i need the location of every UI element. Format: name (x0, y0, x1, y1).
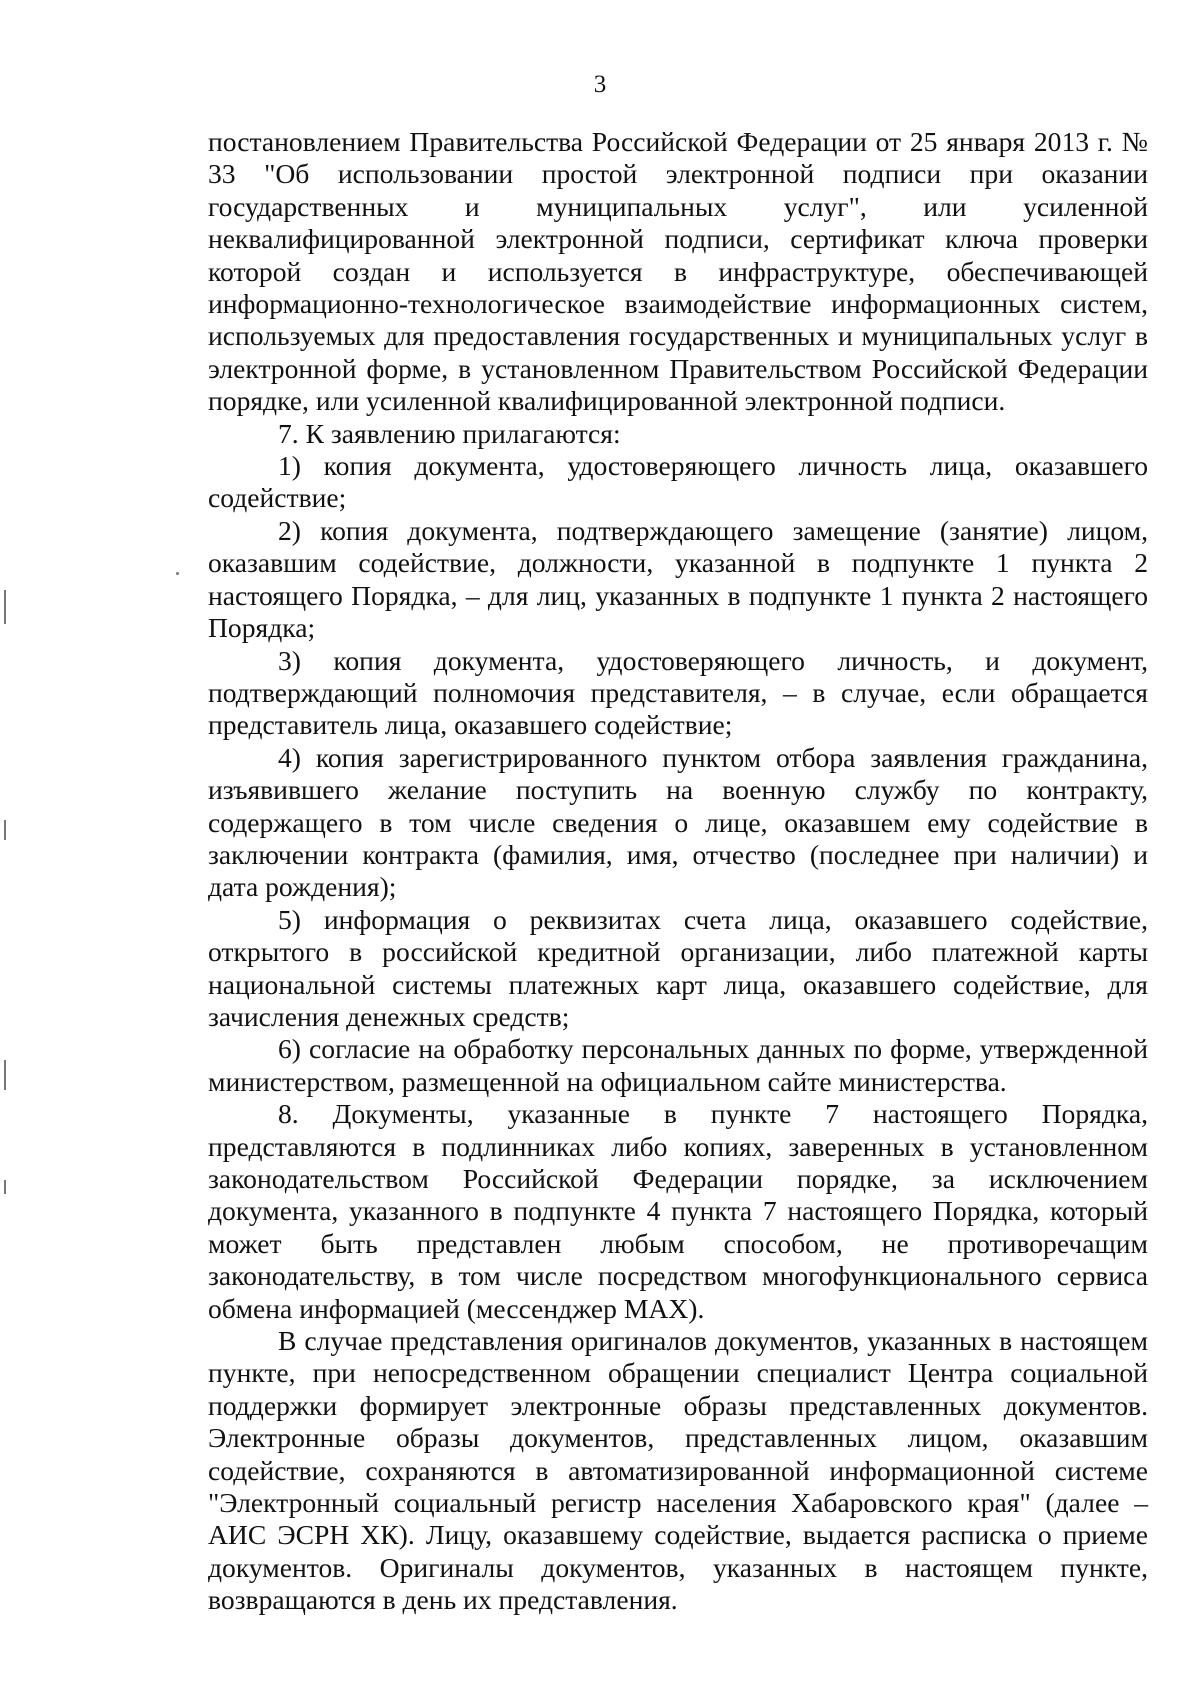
paragraph-subitem-5: 5) информация о реквизитах счета лица, оказавшего содействие, открытого в российской кредитной организации, либо платежной карты национальной системы платежных карт лица, оказавшего содействие, для зачисления денежных средств; (208, 903, 1148, 1032)
paragraph-item-7: 7. К заявлению прилагаются: (278, 417, 621, 449)
scan-artifact (4, 1060, 6, 1090)
paragraph-subitem-4: 4) копия зарегистрированного пунктом отбора заявления гражданина, изъявившего желание поступить на военную службу по контракту, содержащего в том числе сведения о лице, оказавшем ему содействие в заключении контракта (фамилия, имя, отчество (последнее при наличии) и дата рождения); (208, 741, 1148, 903)
paragraph-continuation: постановлением Правительства Российской Федерации от 25 января 2013 г. № 33 "Об использовании простой электронной подписи при оказании государственных и муниципальных услуг", или усиленной неквалифицированной электронной подписи, сертификат ключа проверки которой создан и используется в инфраструктуре, обеспечивающей информационно-технологическое взаимодействие информационных систем, используемых для предоставления государственных и муниципальных услуг в электронной форме, в установленном Правительством Российской Федерации порядке, или усиленной квалифицированной электронной подписи. (208, 126, 1148, 417)
scan-artifact (4, 1180, 6, 1194)
document-text (208, 126, 1148, 1617)
scan-artifact (4, 820, 6, 840)
paragraph-subitem-1: 1) копия документа, удостоверяющего личность лица, оказавшего содействие; (208, 450, 1148, 514)
paragraph-subitem-6: 6) согласие на обработку персональных данных по форме, утвержденной министерством, размещенной на официальном сайте министерства. (208, 1033, 1148, 1097)
paragraph-subitem-2: 2) копия документа, подтверждающего замещение (занятие) лицом, оказавшим содействие, должности, указанной в подпункте 1 пункта 2 настоящего Порядка, – для лиц, указанных в подпункте 1 пункта 2 настоящего Порядка; (208, 514, 1148, 644)
scan-artifact (4, 590, 6, 624)
page-number: 3 (593, 71, 607, 98)
paragraph-item-8: 8. Документы, указанные в пункте 7 настоящего Порядка, представляются в подлинниках либо копиях, заверенных в установленном законодательством Российской Федерации порядке, за исключением документа, указанного в подпункте 4 пункта 7 настоящего Порядка, который может быть представлен любым способом, не противоречащим законодательству, в том числе посредством многофункционального сервиса обмена информацией (мессенджер MAX). (208, 1098, 1148, 1324)
scan-artifact (176, 572, 179, 575)
paragraph-subitem-3: 3) копия документа, удостоверяющего личность, и документ, подтверждающий полномочия представителя, – в случае, если обращается представитель лица, оказавшего содействие; (208, 644, 1148, 741)
paragraph-originals: В случае представления оригиналов документов, указанных в настоящем пункте, при непосредственном обращении специалист Центра социальной поддержки формирует электронные образы представленных документов. Электронные образы документов, представленных лицом, оказавшим содействие, сохраняются в автоматизированной информационной системе "Электронный социальный регистр населения Хабаровского края" (далее – АИС ЭСРН ХК). Лицу, оказавшему содействие, выдается расписка о приеме документов. Оригиналы документов, указанных в настоящем пункте, возвращаются в день их представления. (208, 1325, 1148, 1616)
